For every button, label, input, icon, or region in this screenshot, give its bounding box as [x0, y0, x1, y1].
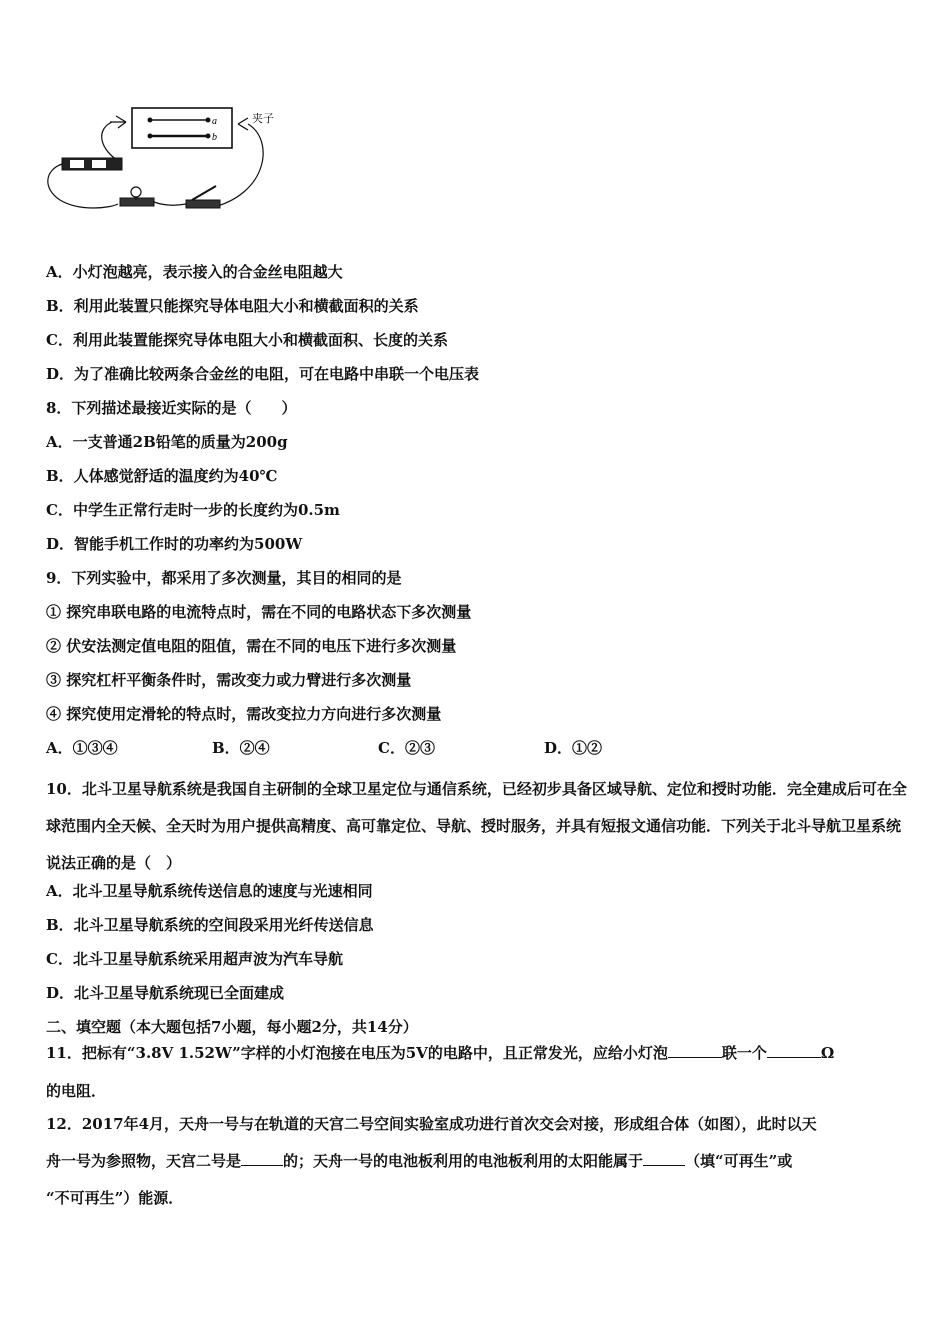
q9-option-c: C．②③ — [378, 739, 435, 757]
q8-option-d: D．智能手机工作时的功率约为500W — [46, 535, 303, 553]
clip-label: 夹子 — [252, 112, 274, 125]
q12-text-c: （填“可再生”或 — [685, 1152, 793, 1170]
q12-line-3: “不可再生”）能源． — [46, 1189, 184, 1207]
q9-stem: 9．下列实验中，都采用了多次测量，其目的相同的是 — [46, 569, 402, 587]
switch — [186, 200, 220, 208]
q10-stem: 10．北斗卫星导航系统是我国自主研制的全球卫星定位与通信系统，已经初步具备区域导航、定位和授时功能．完全建成后可在全球范围内全天候、全天时为用户提供高精度、高可靠定位、导航、授时服务，并具有短报文通信功能．下列关于北斗导航卫星系统说法正确的是（ ） — [46, 780, 907, 872]
q9-item-3: ③ 探究杠杆平衡条件时，需改变力或力臂进行多次测量 — [46, 671, 412, 689]
q9-option-d: D．①② — [544, 739, 603, 757]
q12-text-b: 的；天舟一号的电池板利用的电池板利用的太阳能属于 — [283, 1152, 644, 1170]
q10-option-c: C．北斗卫星导航系统采用超声波为汽车导航 — [46, 950, 343, 968]
q12-blank-2[interactable] — [643, 1151, 685, 1166]
alloy-wire-board — [132, 108, 232, 148]
q8-option-c: C．中学生正常行走时一步的长度约为0.5m — [46, 501, 340, 519]
q11-blank-1[interactable] — [668, 1043, 722, 1058]
q7-option-c: C．利用此装置能探究导体电阻大小和横截面积、长度的关系 — [46, 331, 448, 349]
terminal-a-label: a — [212, 116, 217, 127]
q11-line-2: 的电阻． — [46, 1082, 107, 1100]
bulb — [131, 187, 141, 197]
q9-item-4: ④ 探究使用定滑轮的特点时，需改变拉力方向进行多次测量 — [46, 705, 442, 723]
q11-text-3: Ω — [820, 1044, 835, 1062]
q8-stem: 8．下列描述最接近实际的是（ ） — [46, 399, 297, 417]
q9-item-1: ① 探究串联电路的电流特点时，需在不同的电路状态下多次测量 — [46, 603, 472, 621]
q11-blank-2[interactable] — [767, 1043, 821, 1058]
circuit-figure — [40, 100, 300, 225]
q9-option-a: A．①③④ — [46, 739, 118, 757]
q10-option-a: A．北斗卫星导航系统传送信息的速度与光速相同 — [46, 882, 373, 900]
q10-option-d: D．北斗卫星导航系统现已全面建成 — [46, 984, 285, 1002]
section-2-title: 二、填空题（本大题包括7小题，每小题2分，共14分） — [46, 1018, 418, 1036]
q10-option-b: B．北斗卫星导航系统的空间段采用光纤传送信息 — [46, 916, 374, 934]
q11-text-2: 联一个 — [721, 1044, 767, 1062]
q9-item-2: ② 伏安法测定值电阻的阻值，需在不同的电压下进行多次测量 — [46, 637, 457, 655]
q7-option-d: D．为了准确比较两条合金丝的电阻，可在电路中串联一个电压表 — [46, 365, 480, 383]
q12-line-2 — [46, 1151, 792, 1171]
q11-line-1 — [46, 1043, 834, 1063]
q12-text-a: 舟一号为参照物，天宫二号是 — [46, 1152, 242, 1170]
q12-line-1: 12．2017年4月，天舟一号与在轨道的天宫二号空间实验室成功进行首次交会对接，形成组合体（如图），此时以天 — [46, 1115, 817, 1133]
q12-blank-1[interactable] — [241, 1151, 283, 1166]
q11-text-1: 11．把标有“3.8V 1.52W”字样的小灯泡接在电压为5V的电路中，且正常发光，应给小灯泡 — [46, 1044, 668, 1062]
q8-option-b: B．人体感觉舒适的温度约为40℃ — [46, 467, 278, 485]
q8-option-a: A．一支普通2B铅笔的质量为200g — [46, 433, 288, 451]
terminal-b-label: b — [212, 132, 217, 143]
q7-option-b: B．利用此装置只能探究导体电阻大小和横截面积的关系 — [46, 297, 419, 315]
q9-option-b: B．②④ — [212, 739, 270, 757]
q9-options — [46, 737, 602, 758]
q7-option-a: A．小灯泡越亮，表示接入的合金丝电阻越大 — [46, 263, 343, 281]
